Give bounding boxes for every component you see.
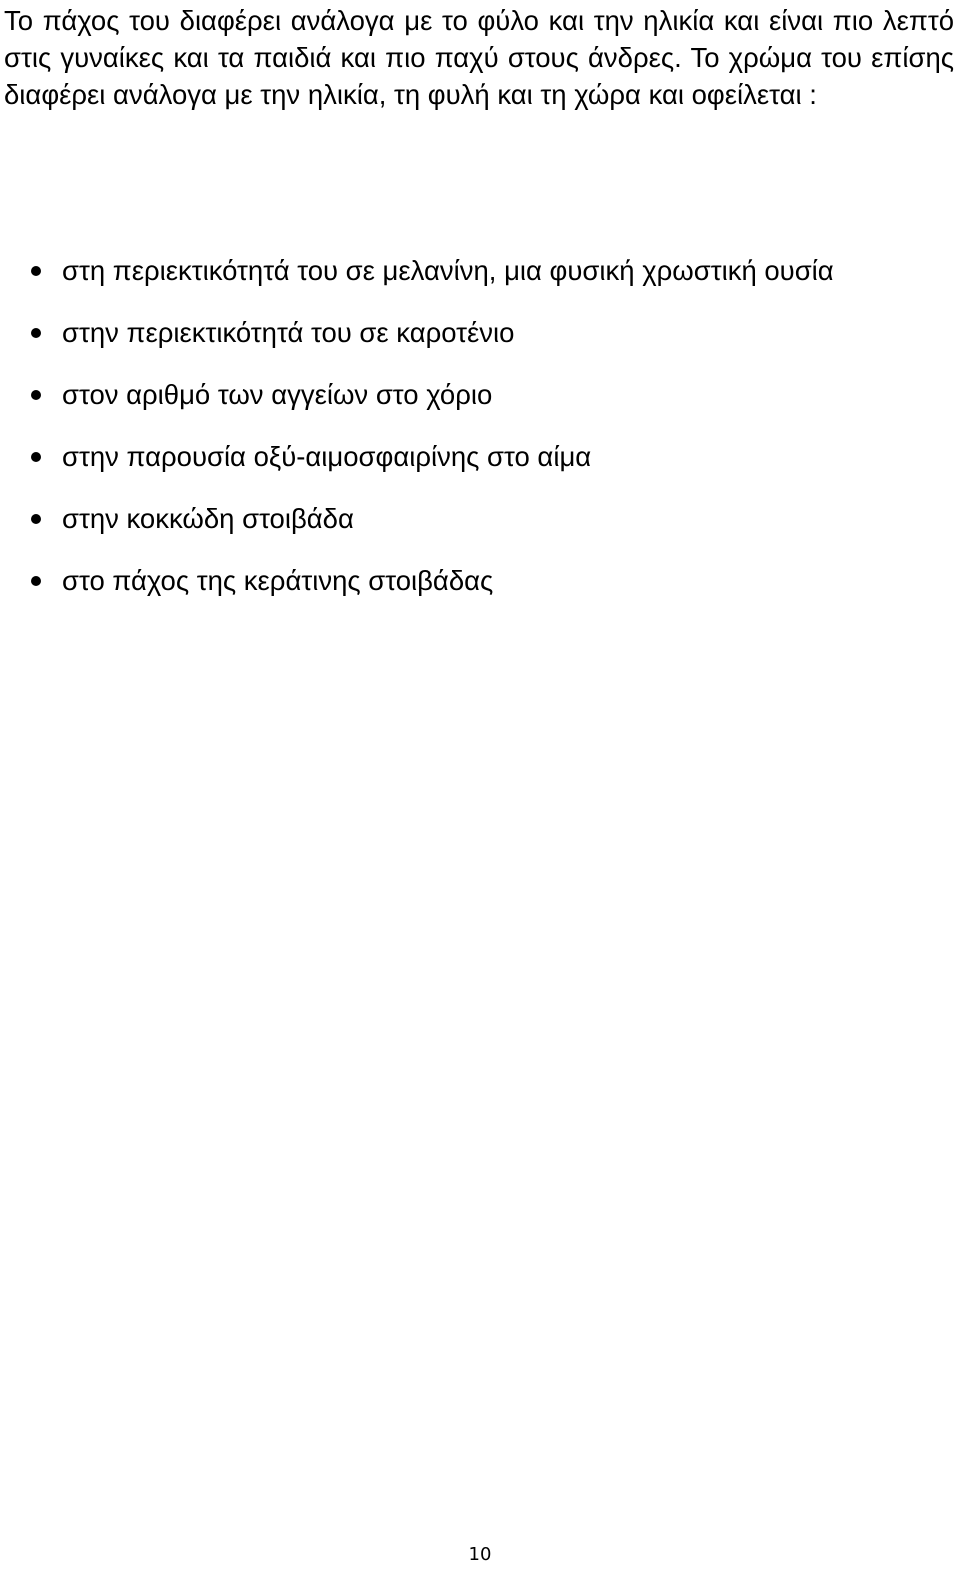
list-item-text: στην παρουσία οξύ-αιμοσφαιρίνης στο αίμα [62,441,592,472]
list-item-text: στον αριθμό των αγγείων στο χόριο [62,379,493,410]
list-item-text: στη περιεκτικότητά του σε μελανίνη, μια φυσική χρωστική ουσία [62,255,834,286]
bullet-icon [31,328,41,338]
list-item [0,559,960,621]
list-item-text: στην περιεκτικότητά του σε καροτένιο [62,317,515,348]
bullet-icon [31,452,41,462]
bullet-icon [31,576,41,586]
list-item [0,311,960,373]
bullet-icon [31,390,41,400]
bullet-list [0,249,960,621]
list-item [0,435,960,497]
list-item [0,373,960,435]
page-number: 10 [468,1544,492,1565]
bullet-icon [31,514,41,524]
bullet-icon [31,266,41,276]
list-item-text: στο πάχος της κεράτινης στοιβάδας [62,565,494,596]
list-item-text: στην κοκκώδη στοιβάδα [62,503,354,534]
list-item [0,497,960,559]
body-paragraph: Το πάχος του διαφέρει ανάλογα με το φύλο και την ηλικία και είναι πιο λεπτό στις γυναίκες και τα παιδιά και πιο παχύ στους άνδρες. Το χρώμα του επίσης διαφέρει ανάλογα με την ηλικία, τη φυλή και τη χώρα και οφείλεται : [4,5,954,110]
list-item [0,249,960,311]
